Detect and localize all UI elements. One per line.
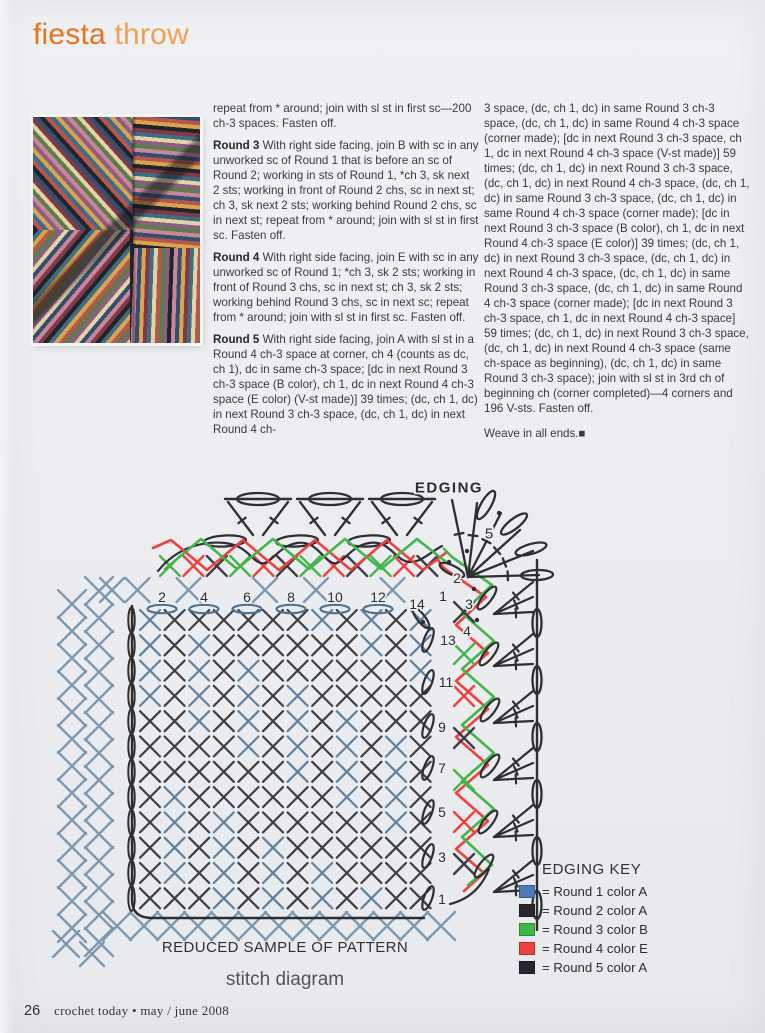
diagram-caption: REDUCED SAMPLE OF PATTERN [161,939,409,956]
round-label: Round 4 [213,251,263,264]
color-swatch [519,942,535,955]
edging-key-item [519,939,729,958]
svg-text:4: 4 [463,623,471,639]
instruction-paragraph: Round 4 With right side facing, join E with sc in any unworked sc of Round 1; *ch 3, sk 2 sts; working in front of Round 3 chs, sc in next st; ch 3, sk 2 sts; working behind Round 3 chs, sc in next sc; repeat from * around; join with sl st in first sc. Fasten off. [213,251,479,324]
svg-text:5: 5 [484,525,494,543]
photo-seam [33,117,200,343]
edging-key-rows [519,882,729,977]
svg-text:11: 11 [438,674,454,690]
page-number: 26 [24,1003,41,1019]
key-label: = Round 2 color A [542,903,648,918]
key-label: = Round 1 color A [542,884,648,899]
page-footer [24,1003,229,1019]
svg-text:1: 1 [439,588,447,604]
stitch-diagram-svg [50,475,560,985]
svg-text:7: 7 [438,760,446,776]
svg-text:EDGING: EDGING [414,479,484,497]
svg-text:14: 14 [409,596,425,612]
instruction-paragraph: Round 3 With right side facing, join B with sc in any unworked sc of Round 1 that is before an sc of Round 2; working in sts of Round 1, *ch 3, sk next 2 sts; working in front of Round 2 chs, sc in next st; ch 3, sk next 2 sts; working behind Round 2 chs, sc in next st; repeat from * around; join with sl st in first sc. Fasten off. [213,139,479,242]
color-swatch [519,961,535,974]
edging-key-item [519,920,729,939]
svg-text:2: 2 [453,570,461,586]
instruction-paragraph: Round 5 With right side facing, join A with sl st in a Round 4 ch-3 space at corner, ch 4 (counts as dc, ch 1), dc in same ch-3 space; [dc in next Round 3 ch-3 space (B color), ch 1, dc in next Round 4 ch-3 space (E color) (V-st made)] 39 times; (dc, ch 1, dc) in next Round 3 ch-3 space, (dc, ch 1, dc) in next Round 4 ch- [213,333,478,436]
svg-text:2: 2 [158,589,166,605]
svg-text:9: 9 [438,719,446,735]
svg-text:8: 8 [287,589,295,605]
edging-key-item [519,901,729,920]
scan-edge-shade [0,0,14,1033]
edging-key-item [519,882,729,901]
key-label: = Round 4 color E [542,941,648,956]
edging-key-item [519,958,729,977]
throw-photo [33,117,200,343]
magazine-credit: crochet today • may / june 2008 [54,1003,229,1018]
color-swatch [519,923,535,936]
instruction-column-right [484,101,750,448]
svg-text:5: 5 [438,804,446,820]
round-label: Round 3 [213,139,263,152]
instruction-paragraph: repeat from * around; join with sl st in first sc—200 ch-3 spaces. Fasten off. [213,102,472,130]
color-swatch [519,885,535,898]
key-label: = Round 3 color B [542,922,648,937]
svg-text:3: 3 [465,596,473,612]
instruction-paragraph: 3 space, (dc, ch 1, dc) in same Round 3 ch-3 space, (dc, ch 1, dc) in same Round 4 ch-3 space (corner made); [dc in next Round 3 ch-3 space, ch 1, dc in next Round 4 ch-3 space (V-st made)] 59 times; (dc, ch 1, dc) in next Round 3 ch-3 space, (dc, ch 1, dc) in next Round 4 ch-3 space, (dc, ch 1, dc) in same Round 3 ch-3 space, (dc, ch 1, dc) in same Round 4 ch-3 space (corner made); [dc in next Round 3 ch-3 space (B color), ch 1, dc in next Round 4 ch-3 space (E color)] 39 times; (dc, ch 1, dc) in next Round 3 ch-3 space, (dc, ch 1, dc) in next Round 4 ch-3 space, (dc, ch 1, dc) in same Round 3 ch-3 space, (dc, ch 1, dc) in same Round 4 ch-3 space (corner made); [dc in next Round 3 ch-3 space, ch 1, dc in next Round 4 ch-3 space] 59 times; (dc, ch 1, dc) in next Round 3 ch-3 space, (dc, ch 1, dc) in next Round 4 ch-3 space (same ch-space as beginning), (dc, ch 1, dc) in same Round 3 ch-3 space); join with sl st in 3rd ch of beginning ch (corner completed)—4 corners and 196 V-sts. Fasten off. [484,102,750,415]
color-swatch [519,904,535,917]
svg-text:6: 6 [243,589,251,605]
title-word-throw: throw [114,18,189,51]
edging-key [519,861,729,977]
page-title [33,18,189,52]
instruction-paragraph: Weave in all ends.■ [484,427,586,440]
svg-text:1: 1 [438,891,446,907]
svg-text:4: 4 [200,589,208,605]
edging-key-title: EDGING KEY [542,861,642,878]
svg-text:3: 3 [438,849,446,865]
svg-text:10: 10 [327,589,343,605]
round-label: Round 5 [213,333,263,346]
instruction-column-left [213,101,479,444]
key-label: = Round 5 color A [542,960,648,975]
svg-text:13: 13 [440,632,456,648]
svg-text:12: 12 [370,589,386,605]
diagram-subcaption: stitch diagram [225,969,345,990]
title-word-fiesta: fiesta [33,18,106,51]
